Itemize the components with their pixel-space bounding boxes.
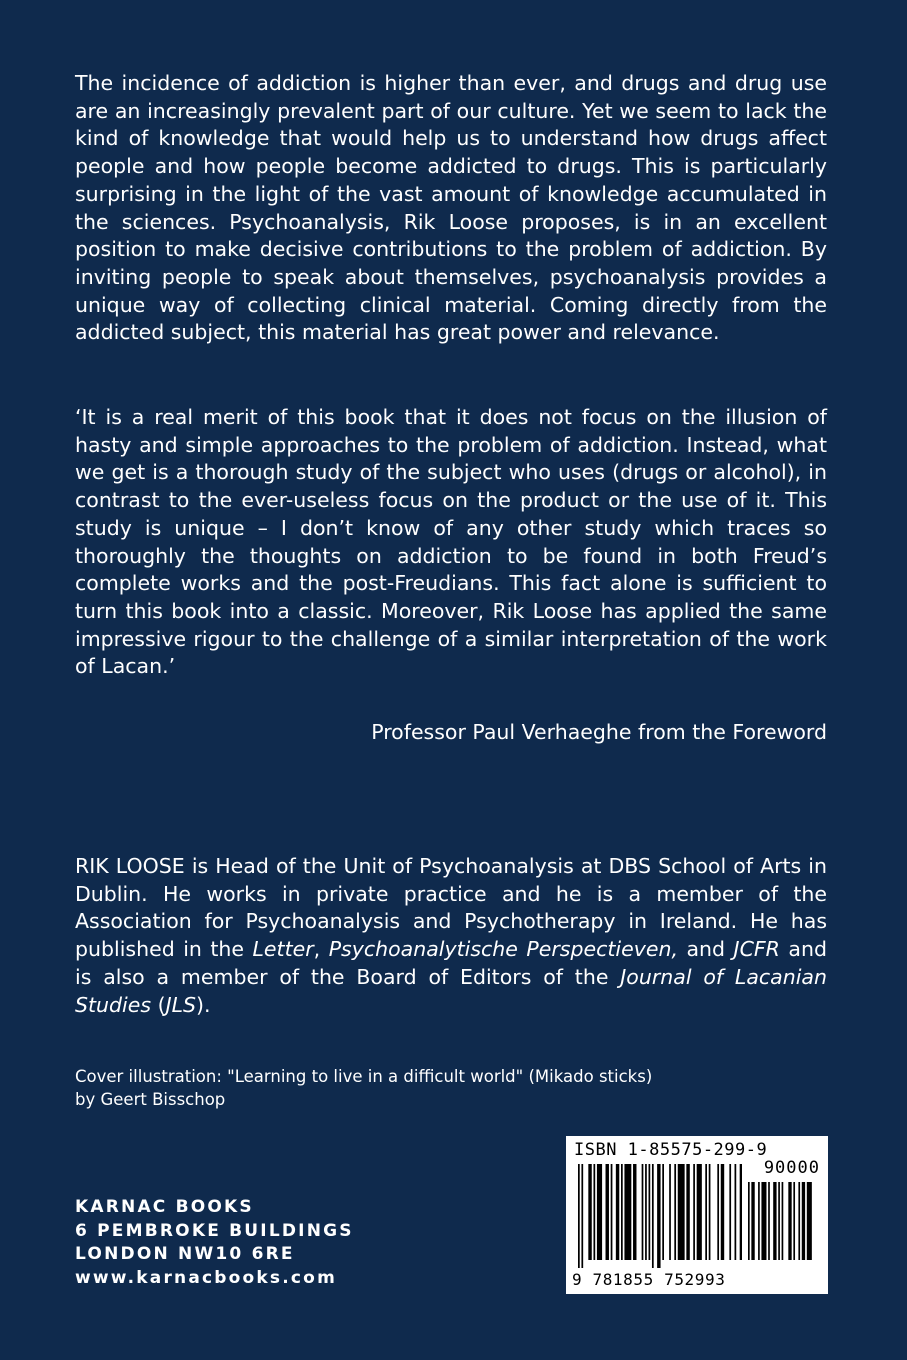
- barcode-bar: [761, 1182, 766, 1260]
- publisher-address-line: 6 PEMBROKE BUILDINGS: [75, 1220, 354, 1241]
- barcode-bar: [721, 1164, 724, 1260]
- barcode-bar: [652, 1164, 654, 1268]
- barcode-bar: [788, 1182, 791, 1260]
- barcode-bar: [678, 1164, 685, 1260]
- barcode-bar: [740, 1164, 742, 1260]
- book-blurb: The incidence of addiction is higher than ever, and drugs and drug use are an increasingly prevalent part of our culture. Yet we seem to lack the kind of knowledge that would help us to understand how drugs affect people and how people become addicted to drugs. This is particularly surprising in the light of the vast amount of knowledge accumulated in the sciences. Psychoanalysis, Rik Loose proposes, is in an excellent position to make decisive contributions to the problem of addiction. By inviting people to speak about themselves, psychoanalysis provides a unique way of collecting clinical material. Coming directly from the addicted subject, this material has great power and relevance.: [75, 71, 827, 345]
- bio-journal-title: JLS: [165, 992, 197, 1017]
- isbn-number: ISBN 1-85575-299-9: [574, 1140, 768, 1160]
- bio-text: and: [677, 937, 734, 962]
- isbn-barcode: [566, 1136, 828, 1294]
- barcode-bar: [778, 1182, 780, 1260]
- review-quote: ‘It is a real merit of this book that it does not focus on the illusion of hasty and simple approaches to the problem of addiction. Instead, what we get is a thorough study of the subject who uses (drugs or alcohol), in contrast to the ever-useless focus on the product or the use of it. This study is unique – I don’t know of any other study which traces so thoroughly the thoughts on addiction to be found in both Freud’s complete works and the post-Freudians. This fact alone is sufficient to turn this book into a classic. Moreover, Rik Loose has applied the same impressive rigour to the challenge of a similar interpretation of the work of Lacan.’: [75, 405, 827, 679]
- barcode-bar: [578, 1164, 580, 1268]
- barcode-bar: [735, 1164, 737, 1260]
- barcode-bar: [748, 1182, 750, 1260]
- cover-illustration-credit: [75, 1065, 775, 1111]
- barcode-bar: [674, 1164, 676, 1260]
- barcode-bar: [588, 1164, 591, 1260]
- barcode-bar: [758, 1182, 760, 1260]
- publisher-website: www.karnacbooks.com: [75, 1267, 337, 1288]
- barcode-bar: [662, 1164, 664, 1260]
- bio-text: ,: [313, 937, 329, 962]
- bio-journal-title: Journal of Lacanian Studies: [75, 964, 827, 1017]
- bio-text: (: [151, 992, 166, 1017]
- bio-journal-title: JCFR: [733, 937, 780, 962]
- barcode-bar: [768, 1182, 770, 1260]
- quote-attribution: Professor Paul Verhaeghe from the Foreword: [371, 720, 827, 744]
- bio-text: RIK LOOSE is Head of the Unit of Psychoanalysis at DBS School of Arts in Dublin. He works in private practice and he is a member of the Association for Psychoanalysis and Psychotherapy in Ireland. He has published in the: [75, 854, 827, 962]
- credit-line: by Geert Bisschop: [75, 1090, 226, 1109]
- barcode-bar: [642, 1164, 644, 1260]
- barcode-bars: [578, 1164, 742, 1270]
- barcode-bar: [807, 1182, 812, 1260]
- barcode-bar: [621, 1164, 623, 1260]
- barcode-bar: [597, 1164, 602, 1260]
- barcode-bar: [798, 1182, 800, 1260]
- barcode-bar: [793, 1182, 795, 1260]
- credit-line: Cover illustration: "Learning to live in a difficult world" (Mikado sticks): [75, 1067, 653, 1086]
- barcode-bar: [729, 1164, 731, 1260]
- barcode-bar: [649, 1164, 651, 1260]
- barcode-bar: [645, 1164, 647, 1260]
- barcode-bar: [686, 1164, 689, 1260]
- barcode-bar: [782, 1182, 784, 1260]
- barcode-bar: [611, 1164, 613, 1260]
- barcode-bar: [657, 1164, 660, 1268]
- barcode-bar: [593, 1164, 595, 1260]
- barcode-bar: [624, 1164, 631, 1260]
- barcode-bar: [606, 1164, 609, 1260]
- bio-journal-title: Psychoanalytische Perspectieven,: [328, 937, 678, 962]
- publisher-name: KARNAC BOOKS: [75, 1197, 254, 1217]
- publisher-address-line: LONDON NW10 6RE: [75, 1244, 295, 1265]
- barcode-bar: [709, 1164, 711, 1260]
- barcode-bar: [633, 1164, 636, 1260]
- bio-text: and is also a member of the Board of Editors of the: [75, 937, 827, 989]
- barcode-bar: [717, 1164, 719, 1260]
- barcode-bar: [697, 1164, 702, 1260]
- barcode-bar: [581, 1164, 583, 1268]
- barcode-bar: [616, 1164, 619, 1260]
- barcode-bar: [773, 1182, 776, 1260]
- addon-barcode-bars: [748, 1182, 820, 1268]
- barcode-bar: [693, 1164, 695, 1260]
- publisher-info: [75, 1196, 354, 1290]
- barcode-bar: [802, 1182, 805, 1260]
- barcode-bar: [705, 1164, 707, 1260]
- bio-text: ).: [196, 992, 211, 1017]
- ean-digits: 9 781855 752993: [572, 1270, 726, 1289]
- author-bio: [75, 853, 827, 1019]
- barcode-bar: [751, 1182, 754, 1260]
- bio-journal-title: Letter: [252, 937, 314, 962]
- price-addon-code: 90000: [763, 1158, 820, 1178]
- barcode-bar: [669, 1164, 671, 1260]
